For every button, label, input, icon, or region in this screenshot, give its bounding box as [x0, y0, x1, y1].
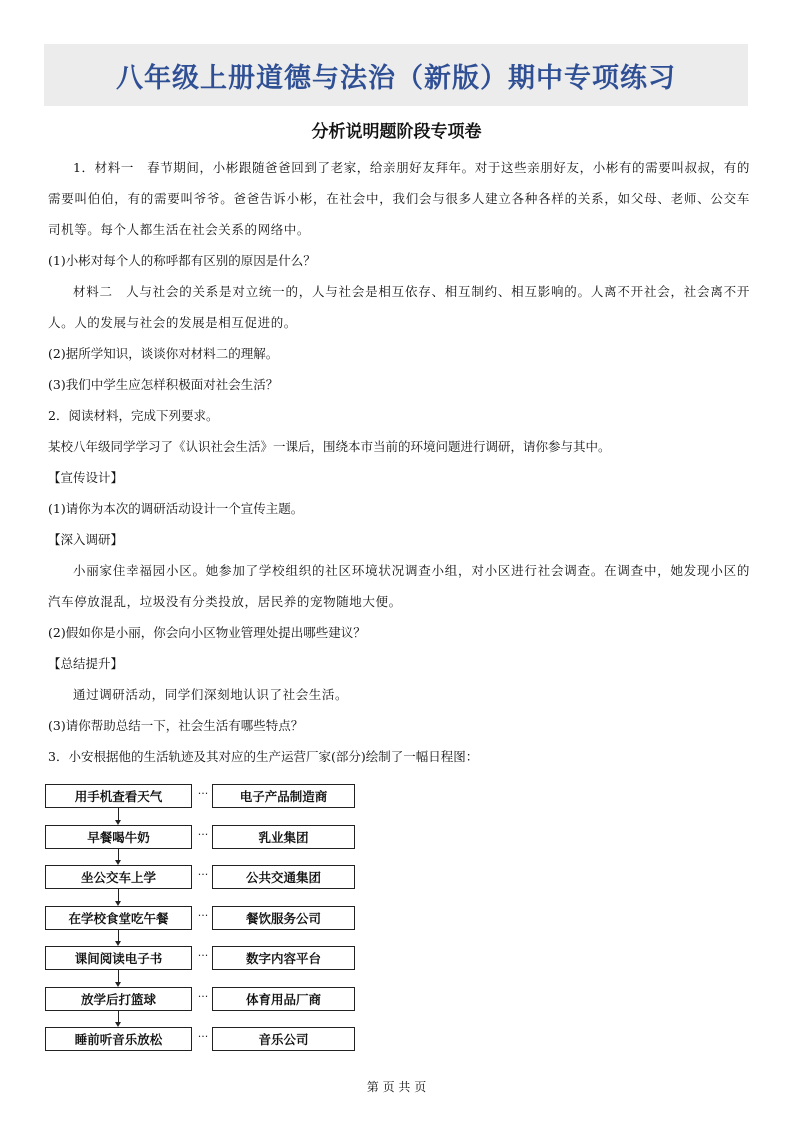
q1-material-2: 材料二 人与社会的关系是对立统一的，人与社会是相互依存、相互制约、相互影响的。人离不开社会，社会离不开人。人的发展与社会的发展是相互促进的。	[48, 284, 750, 330]
down-arrow-icon	[117, 930, 121, 946]
q3-stem: 3．小安根据他的生活轨迹及其对应的生产运营厂家(部分)绘制了一幅日程图：	[48, 749, 479, 764]
q2-material: 小丽家住幸福园小区。她参加了学校组织的社区环境状况调查小组，对小区进行社会调查。在调查中，她发现小区的汽车停放混乱，垃圾没有分类投放，居民养的宠物随地大便。	[48, 563, 750, 609]
flow-connector-dots: ···	[197, 868, 209, 881]
flow-connector-dots: ···	[197, 990, 209, 1003]
flow-activity-box: 用手机查看天气	[45, 784, 192, 808]
page-subtitle: 分析说明题阶段专项卷	[311, 122, 482, 142]
q2-section-heading-1: 【宣传设计】	[48, 470, 124, 485]
flow-company-box: 音乐公司	[212, 1027, 355, 1051]
down-arrow-icon	[117, 1011, 121, 1027]
down-arrow-icon	[117, 849, 121, 865]
flow-connector-dots: ···	[197, 949, 209, 962]
flow-company-box: 电子产品制造商	[212, 784, 355, 808]
q1-sub-question-1: (1)小彬对每个人的称呼都有区别的原因是什么？	[48, 253, 316, 268]
q2-intro: 某校八年级同学学习了《认识社会生活》一课后，围绕本市当前的环境问题进行调研，请你参与其中。	[48, 439, 611, 454]
schedule-flow-diagram	[45, 784, 365, 1054]
flow-connector-dots: ···	[197, 909, 209, 922]
down-arrow-icon	[117, 808, 121, 825]
flow-connector-dots: ···	[197, 787, 209, 800]
down-arrow-icon	[117, 970, 121, 987]
down-arrow-icon	[117, 889, 121, 906]
flow-company-box: 公共交通集团	[212, 865, 355, 889]
flow-activity-box: 坐公交车上学	[45, 865, 192, 889]
q2-sub-question-1: (1)请你为本次的调研活动设计一个宣传主题。	[48, 501, 304, 516]
flow-activity-box: 放学后打篮球	[45, 987, 192, 1011]
q1-sub-question-2: (2)据所学知识，谈谈你对材料二的理解。	[48, 346, 279, 361]
flow-connector-dots: ···	[197, 828, 209, 841]
title-banner	[44, 44, 748, 106]
page-footer: 第 页 共 页	[366, 1080, 427, 1094]
q2-sub-question-2: (2)假如你是小丽，你会向小区物业管理处提出哪些建议？	[48, 625, 366, 640]
q2-section-heading-3: 【总结提升】	[48, 656, 124, 671]
flow-connector-dots: ···	[197, 1030, 209, 1043]
q2-sub-question-3: (3)请你帮助总结一下，社会生活有哪些特点？	[48, 718, 304, 733]
q2-section-heading-2: 【深入调研】	[48, 532, 124, 547]
flow-activity-box: 早餐喝牛奶	[45, 825, 192, 849]
flow-activity-box: 课间阅读电子书	[45, 946, 192, 970]
q1-material-1: 1．材料一 春节期间，小彬跟随爸爸回到了老家，给亲朋好友拜年。对于这些亲朋好友，小彬有的需要叫叔叔，有的需要叫伯伯，有的需要叫爷爷。爸爸告诉小彬，在社会中，我们会与很多人建立各种各样的关系，如父母、老师、公交车司机等。每个人都生活在社会关系的网络中。	[48, 160, 750, 237]
flow-activity-box: 睡前听音乐放松	[45, 1027, 192, 1051]
flow-company-box: 数字内容平台	[212, 946, 355, 970]
flow-activity-box: 在学校食堂吃午餐	[45, 906, 192, 930]
question-body	[48, 152, 750, 772]
q2-stem: 2．阅读材料，完成下列要求。	[48, 408, 219, 423]
page-title: 八年级上册道德与法治（新版）期中专项练习	[116, 62, 676, 94]
q1-sub-question-3: (3)我们中学生应怎样积极面对社会生活？	[48, 377, 279, 392]
q2-summary: 通过调研活动，同学们深刻地认识了社会生活。	[73, 687, 349, 702]
flow-company-box: 乳业集团	[212, 825, 355, 849]
flow-company-box: 体育用品厂商	[212, 987, 355, 1011]
flow-company-box: 餐饮服务公司	[212, 906, 355, 930]
